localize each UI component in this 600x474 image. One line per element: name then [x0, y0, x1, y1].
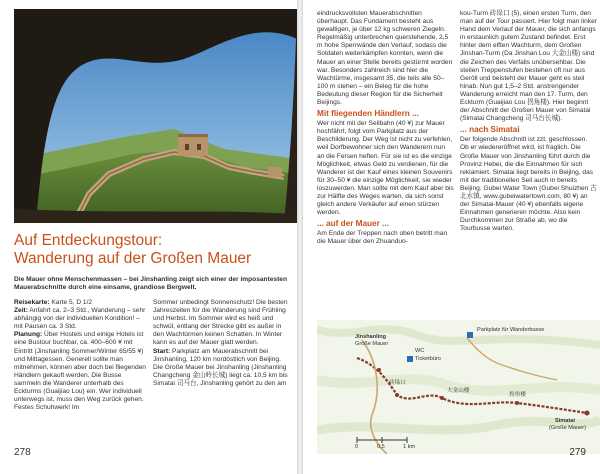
- info-item: Reisekarte: Karte 5, D 1/2: [14, 299, 93, 306]
- info-column-2: [153, 299, 293, 388]
- scale-label-half: 0,5: [377, 444, 385, 450]
- paragraph: Am Ende der Treppen nach oben betritt man die Mauer über den Zhuanduo-: [317, 230, 448, 246]
- page-number-left: 278: [14, 447, 31, 458]
- scale-label-0: 0: [355, 444, 359, 450]
- map-label-parking: Parkplatz für Wanderbusse: [477, 327, 545, 333]
- info-item: Zeit: Anfahrt ca. 2–3 Std., Wanderung – sehr abhängig von der individuellen Kondition! – mit Pausen ca. 3 Std.: [14, 307, 146, 331]
- text-column-1: [317, 10, 454, 246]
- map-label-jinshanling-sub: Große Mauer: [355, 341, 389, 347]
- info-item: Die Große Mauer bei Jinshanling (Jinshanling Changcheng 金山岭长城) liegt ca. 10,5 km bis Simatai 司马台, Jinshanling gehört zu den am: [153, 363, 288, 387]
- paragraph: Der folgende Abschnitt ist zzt. geschlossen. Ob er wiedereröffnet wird, ist fraglich. Die Große Mauer von Jinshanling führt durch die Provinz Hebei, die die Einnahmen für sich reklamiert. Simatai liegt bereits in Beijing, das mit der traditionellen Seil auch in bereits Beijing. Gubei Water Town (Gubei Shuizhen 古北水镇, www.gubeiwatertown.com, 80 ¥) an der Simatai-Mauer (40 ¥) ebenfalls eigene Einnahmen generieren möchte. Also kein Durchkommen zur Straße ab, wo die Tourbusse warten.: [460, 136, 597, 233]
- map-label-jinshanling: Jinshanling: [355, 334, 387, 340]
- map-label-simatai-sub: (Große Mauer): [549, 425, 586, 431]
- info-item: Start: Parkplatz am Mauerabschnitt bei Jinshanling, 120 km nordöstlich von Beijing.: [153, 347, 281, 363]
- map-label-wc: WC: [415, 348, 425, 354]
- map-label-tower-a: 砖垛口: [389, 380, 406, 386]
- info-item: Planung: Über Hostels und einige Hotels ist eine Bustour buchbar, ca. 400–600 ¥ mit Eintritt (Jinshanling Sommer/Winter 65/55 ¥) und Mittagessen. Generell sollte man mitnehmen, können aber doch bei fliegenden Händlern gekauft werden. Die Busse sammeln die Wanderer unterhalb des Eckturms (Guaijiao Lou) ein. Wer individuell unterwegs ist, muss den Weg zurück gehen. Festes Schuhwerk! Im: [14, 331, 146, 412]
- tour-title: [14, 232, 294, 268]
- tour-title-line2: Wanderung auf der Großen Mauer: [14, 250, 252, 267]
- map-label-tower-b: 大金山楼: [447, 388, 470, 394]
- info-column-1: [14, 299, 146, 412]
- info-item: Sommer unbedingt Sonnenschutz! Die besten Jahreszeiten für die Wanderung sind Frühling und Herbst. Im Sommer wird es heiß und schwül, entlang der Strecke gibt es außer in den Wachtürmen keinen Schatten. In Winter kann es auf der Mauer glatt werden.: [153, 299, 288, 347]
- map-label-simatai: Simatai: [555, 418, 575, 424]
- great-wall-photo: [14, 9, 297, 223]
- tour-title-line1: Auf Entdeckungstour:: [14, 232, 163, 249]
- page-number-right: 279: [569, 447, 586, 458]
- scale-label-1: 1 km: [403, 444, 416, 450]
- map-label-ticket: Ticketbüro: [415, 356, 441, 362]
- paragraph: eindrucksvollsten Mauerabschnitten überhaupt. Das Fundament besteht aus gewaltigen, je über 12 kg schweren Ziegeln. Regelmäßig unterbrechen querstehende, 2,5 m hohe Sperrwände den Verlauf, sodass die Soldaten weiterkämpfen konnten, wenn die Mauer an einer Stelle bereits gestürmt worden war. Besonders zahlreich sind hier die Wachtürme, insgesamt 35, die teils alle 50–100 m stehen – ein Beleg für die hohe Bedeutung dieser Region für die Sicherheit Beijings.: [317, 10, 453, 107]
- section-heading: ... nach Simatai: [460, 125, 520, 135]
- paragraph: Wer nicht mit der Seilbahn (40 ¥) zur Mauer hochfährt, folgt vom Parkplatz aus der Beschilderung. Der Weg ist nicht zu verfehlen, weil Dorfbewohner sich den Wanderern nun an die Fersen heften. Für sie ist es die einzige Möglichkeit, etwas Geld zu verdienen, für die Wanderer ist der Kauf eines kleinen Souvenirs für 30–50 ¥ die einzige Möglichkeit, sie wieder loszuwerden. Man sollte mit dem Kauf aber bis zur Hälfte des Weges warten, da sich sonst gleich andere Verkäufer auf einen stürzen werden.: [317, 120, 454, 217]
- text-column-2: [460, 10, 597, 233]
- right-page: [303, 0, 600, 474]
- lead-paragraph: Die Mauer ohne Menschenmassen – bei Jinshanling zeigt sich einer der imposantesten Mauerabschnitte durch eine einsame, grandiose Bergwelt.: [14, 276, 287, 292]
- section-heading: Mit fliegenden Händlern ...: [317, 109, 419, 119]
- left-page: [0, 0, 297, 474]
- section-heading: ... auf der Mauer ...: [317, 219, 389, 229]
- paragraph: kou-Turm 砖垛口 (5), einen ersten Turm, den man auf der Tour passiert. Hier folgt man linker Hand dem Verlauf der Mauer, die sich anfangs in erstaunlich gutem Zustand befindet. Erst hinter dem elften Wachturm, dem Großen Jinshan-Turm (Da Jinshan Lou 大金山楼) sind die Zeichen des Verfalls unübersehbar. Die steilen Treppenstufen bestehen oft nur aus Geröll und beisteht der Mauer geht es steil hinab. Nun gut 1,5–2 Std. anstrengender Wanderung erreicht man den 17. Turm, den Eckturm (Guaijiao Lou 拐角楼). Hier beginnt der Abschnitt der Großen Mauer von Simatai (Simatai Changcheng 司马台长城).: [460, 10, 597, 123]
- hiking-map: [317, 320, 600, 454]
- map-label-tower-c: 拐角楼: [509, 392, 526, 398]
